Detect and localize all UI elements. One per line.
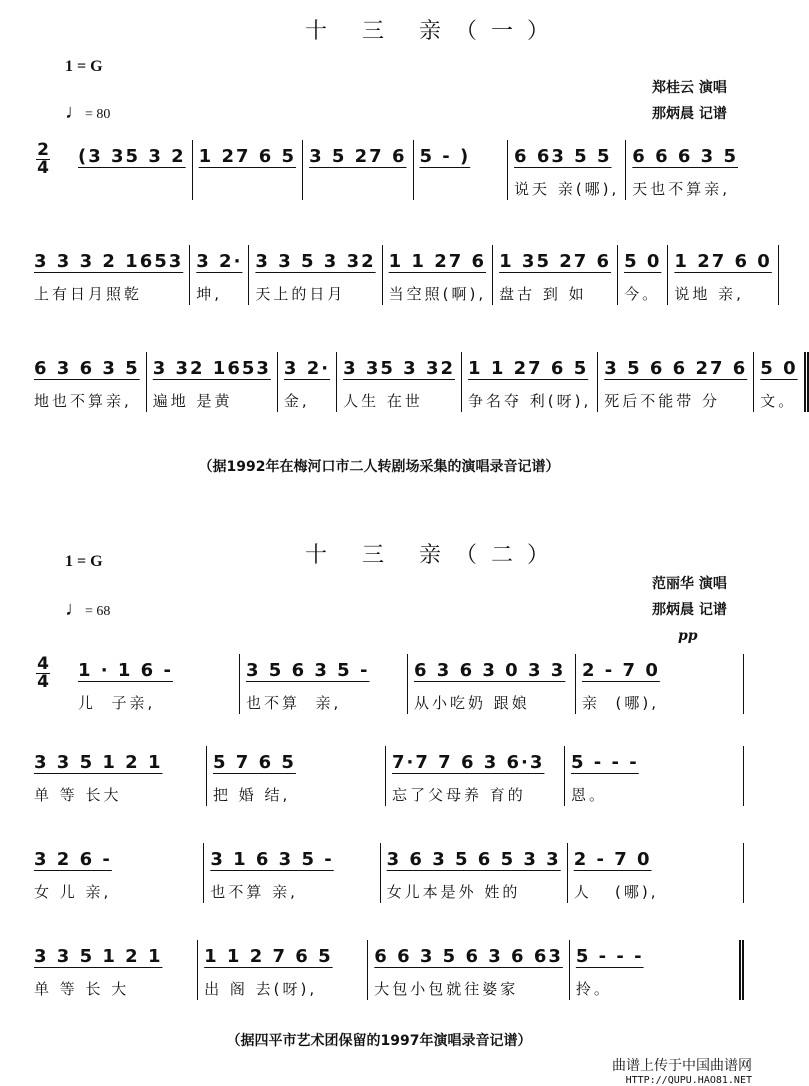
song1-title: 十 三 亲（一） (305, 19, 563, 44)
measure-lyrics: 人生 在世 (343, 392, 423, 410)
measure-lyrics: 盘古 到 如 (499, 285, 587, 303)
measure-lyrics: 说天 亲(哪), (514, 180, 620, 198)
measure (240, 654, 408, 714)
measure-lyrics: 女 儿 亲, (34, 883, 112, 901)
song2-tempo (65, 598, 110, 621)
dynamic-marking: pp (678, 628, 698, 644)
measure-notes: 1 27 6 0 (674, 251, 772, 272)
measure (754, 352, 808, 412)
measure (576, 654, 744, 714)
measure-notes: 5 - - - (575, 946, 644, 967)
measure-notes: 3 3 5 1 2 1 (34, 946, 163, 967)
measure-lyrics (309, 178, 406, 200)
measure-notes: 3 32 1653 (152, 358, 271, 379)
measure (337, 352, 462, 412)
song1-source-note: （据1992年在梅河口市二人转剧场采集的演唱录音记谱） (198, 459, 560, 475)
score-system (28, 245, 772, 305)
measure-notes: 6 6 3 5 6 3 6 63 (374, 946, 563, 967)
measure-lyrics: 忘了父母养 育的 (392, 786, 526, 804)
song2-source-note: （据四平市艺术团保留的1997年演唱录音记谱） (226, 1033, 532, 1049)
measure-notes: 3 3 5 1 2 1 (34, 752, 163, 773)
measure-lyrics: 单 等 长大 (34, 786, 122, 804)
measure-notes: 3 2· (283, 358, 331, 379)
measure-notes: 3 35 3 32 (343, 358, 456, 379)
measure-lyrics: 单 等 长 大 (34, 980, 130, 998)
song1-key: 1 = G (65, 58, 103, 75)
score-system (72, 140, 744, 200)
measure-lyrics: 说地 亲, (674, 285, 744, 303)
measure (568, 843, 744, 903)
measure (28, 940, 198, 1000)
measure (198, 940, 368, 1000)
score-system (28, 940, 744, 1000)
measure-notes: 3 6 3 5 6 5 3 3 (386, 849, 561, 870)
measure-notes: 6 6 6 3 5 (632, 146, 738, 167)
measure-notes: (3 35 3 2 (78, 146, 186, 167)
measure (28, 843, 204, 903)
measure (565, 746, 744, 806)
measure-notes: 2 - 7 0 (582, 660, 660, 681)
measure (626, 140, 744, 200)
measure-lyrics: 今。 (624, 285, 661, 303)
measure-lyrics: 恩。 (571, 786, 608, 804)
measure-notes: 1 27 6 5 (198, 146, 297, 167)
watermark: 曲谱上传于中国曲谱网 HTTP://QUPU.HAO81.NET (612, 1058, 752, 1086)
measure-lyrics: 儿 子亲, (78, 694, 156, 712)
tempo-value: = 68 (85, 604, 111, 619)
measure-lyrics: 把 婚 结, (213, 786, 291, 804)
measure-notes: 3 3 5 3 32 (255, 251, 376, 272)
song2-transcriber: 那炳晨 记谱 (652, 602, 727, 618)
score-system (28, 746, 744, 806)
tempo-value: = 80 (85, 107, 111, 122)
quarter-note-icon: ♩ (65, 598, 85, 620)
measure-lyrics: 当空照(啊), (388, 285, 487, 303)
measure-notes: 6 3 6 3 5 (34, 358, 140, 379)
measure-lyrics: 人 (哪), (573, 883, 659, 901)
measure (414, 140, 509, 200)
measure (386, 746, 565, 806)
song2-key: 1 = G (65, 553, 103, 570)
measure-lyrics: 文。 (760, 392, 797, 410)
measure-notes: 3 2 6 - (34, 849, 112, 870)
measure-notes: 3 5 27 6 (309, 146, 407, 167)
measure (28, 245, 190, 305)
score-system (28, 352, 798, 412)
measure (190, 245, 249, 305)
measure-notes: 1 1 27 6 (388, 251, 487, 272)
measure-lyrics: 大包小包就往婆家 (374, 980, 519, 998)
measure (147, 352, 278, 412)
measure (408, 654, 576, 714)
measure-lyrics: 地也不算亲, (34, 392, 132, 410)
song1-time-signature: 2 4 (37, 140, 49, 178)
measure-lyrics (199, 178, 296, 200)
song2-singer: 范丽华 演唱 (652, 576, 727, 592)
measure-notes: 6 3 6 3 0 3 3 (414, 660, 566, 681)
measure-lyrics (420, 178, 502, 200)
measure-notes: 3 3 3 2 1653 (34, 251, 184, 272)
measure-lyrics: 也不算 亲, (210, 883, 298, 901)
measure-notes: 6 63 5 5 (514, 146, 612, 167)
measure-notes: 3 5 6 6 27 6 (604, 358, 748, 379)
measure-notes: 5 - ) (419, 146, 471, 167)
measure-lyrics: 坤, (196, 285, 223, 303)
song1-singer: 郑桂云 演唱 (652, 80, 727, 96)
measure-notes: 1 35 27 6 (499, 251, 612, 272)
measure (618, 245, 668, 305)
score-system (28, 843, 744, 903)
measure (72, 140, 193, 200)
measure-lyrics: 遍地 是黄 (152, 392, 233, 410)
song2-title: 十 三 亲（二） (305, 543, 563, 568)
measure (28, 352, 147, 412)
measure (72, 654, 240, 714)
measure (193, 140, 303, 200)
measure-lyrics: 女儿本是外 姓的 (386, 883, 521, 901)
measure-lyrics: 也不算 亲, (246, 694, 342, 712)
measure (493, 245, 618, 305)
measure-lyrics: 金, (283, 392, 310, 410)
measure (368, 940, 570, 1000)
measure-lyrics: 从小吃奶 跟娘 (414, 694, 530, 712)
measure-notes: 2 - 7 0 (573, 849, 652, 870)
measure (28, 746, 207, 806)
measure (668, 245, 778, 305)
measure-notes: 3 2· (196, 251, 243, 272)
measure-notes: 1 1 2 7 6 5 (204, 946, 333, 967)
song1-tempo (65, 101, 110, 124)
measure-lyrics: 亲 (哪), (582, 694, 660, 712)
measure (249, 245, 382, 305)
measure-lyrics: 上有日月照乾 (34, 285, 143, 303)
measure-lyrics: 死后不能带 分 (604, 392, 721, 410)
measure-notes: 3 1 6 3 5 - (210, 849, 334, 870)
measure (462, 352, 598, 412)
measure-lyrics: 天也不算亲, (632, 180, 731, 198)
measure-notes: 1 1 27 6 5 (468, 358, 589, 379)
measure (598, 352, 754, 412)
measure-notes: 5 0 (624, 251, 662, 272)
measure-lyrics: 天上的日月 (255, 285, 346, 303)
measure (570, 940, 744, 1000)
measure-lyrics: 争名夺 利(呀), (468, 392, 592, 410)
measure-notes: 7·7 7 6 3 6·3 (392, 752, 545, 773)
measure-notes: 5 7 6 5 (213, 752, 296, 773)
measure-lyrics: 拎。 (575, 980, 612, 998)
measure (207, 746, 386, 806)
measure-notes: 1 · 1 6 - (78, 660, 173, 681)
measure-notes: 5 - - - (571, 752, 639, 773)
measure (381, 843, 568, 903)
measure (508, 140, 626, 200)
quarter-note-icon: ♩ (65, 101, 85, 123)
measure-notes: 3 5 6 3 5 - (246, 660, 370, 681)
measure (383, 245, 493, 305)
measure (303, 140, 413, 200)
measure-lyrics (78, 178, 186, 200)
measure (278, 352, 337, 412)
measure-lyrics: 出 阁 去(呀), (204, 980, 318, 998)
song2-time-signature: 4 4 (37, 654, 49, 692)
score-system (72, 654, 744, 714)
measure-notes: 5 0 (760, 358, 798, 379)
song1-transcriber: 那炳晨 记谱 (652, 106, 727, 122)
measure (204, 843, 380, 903)
